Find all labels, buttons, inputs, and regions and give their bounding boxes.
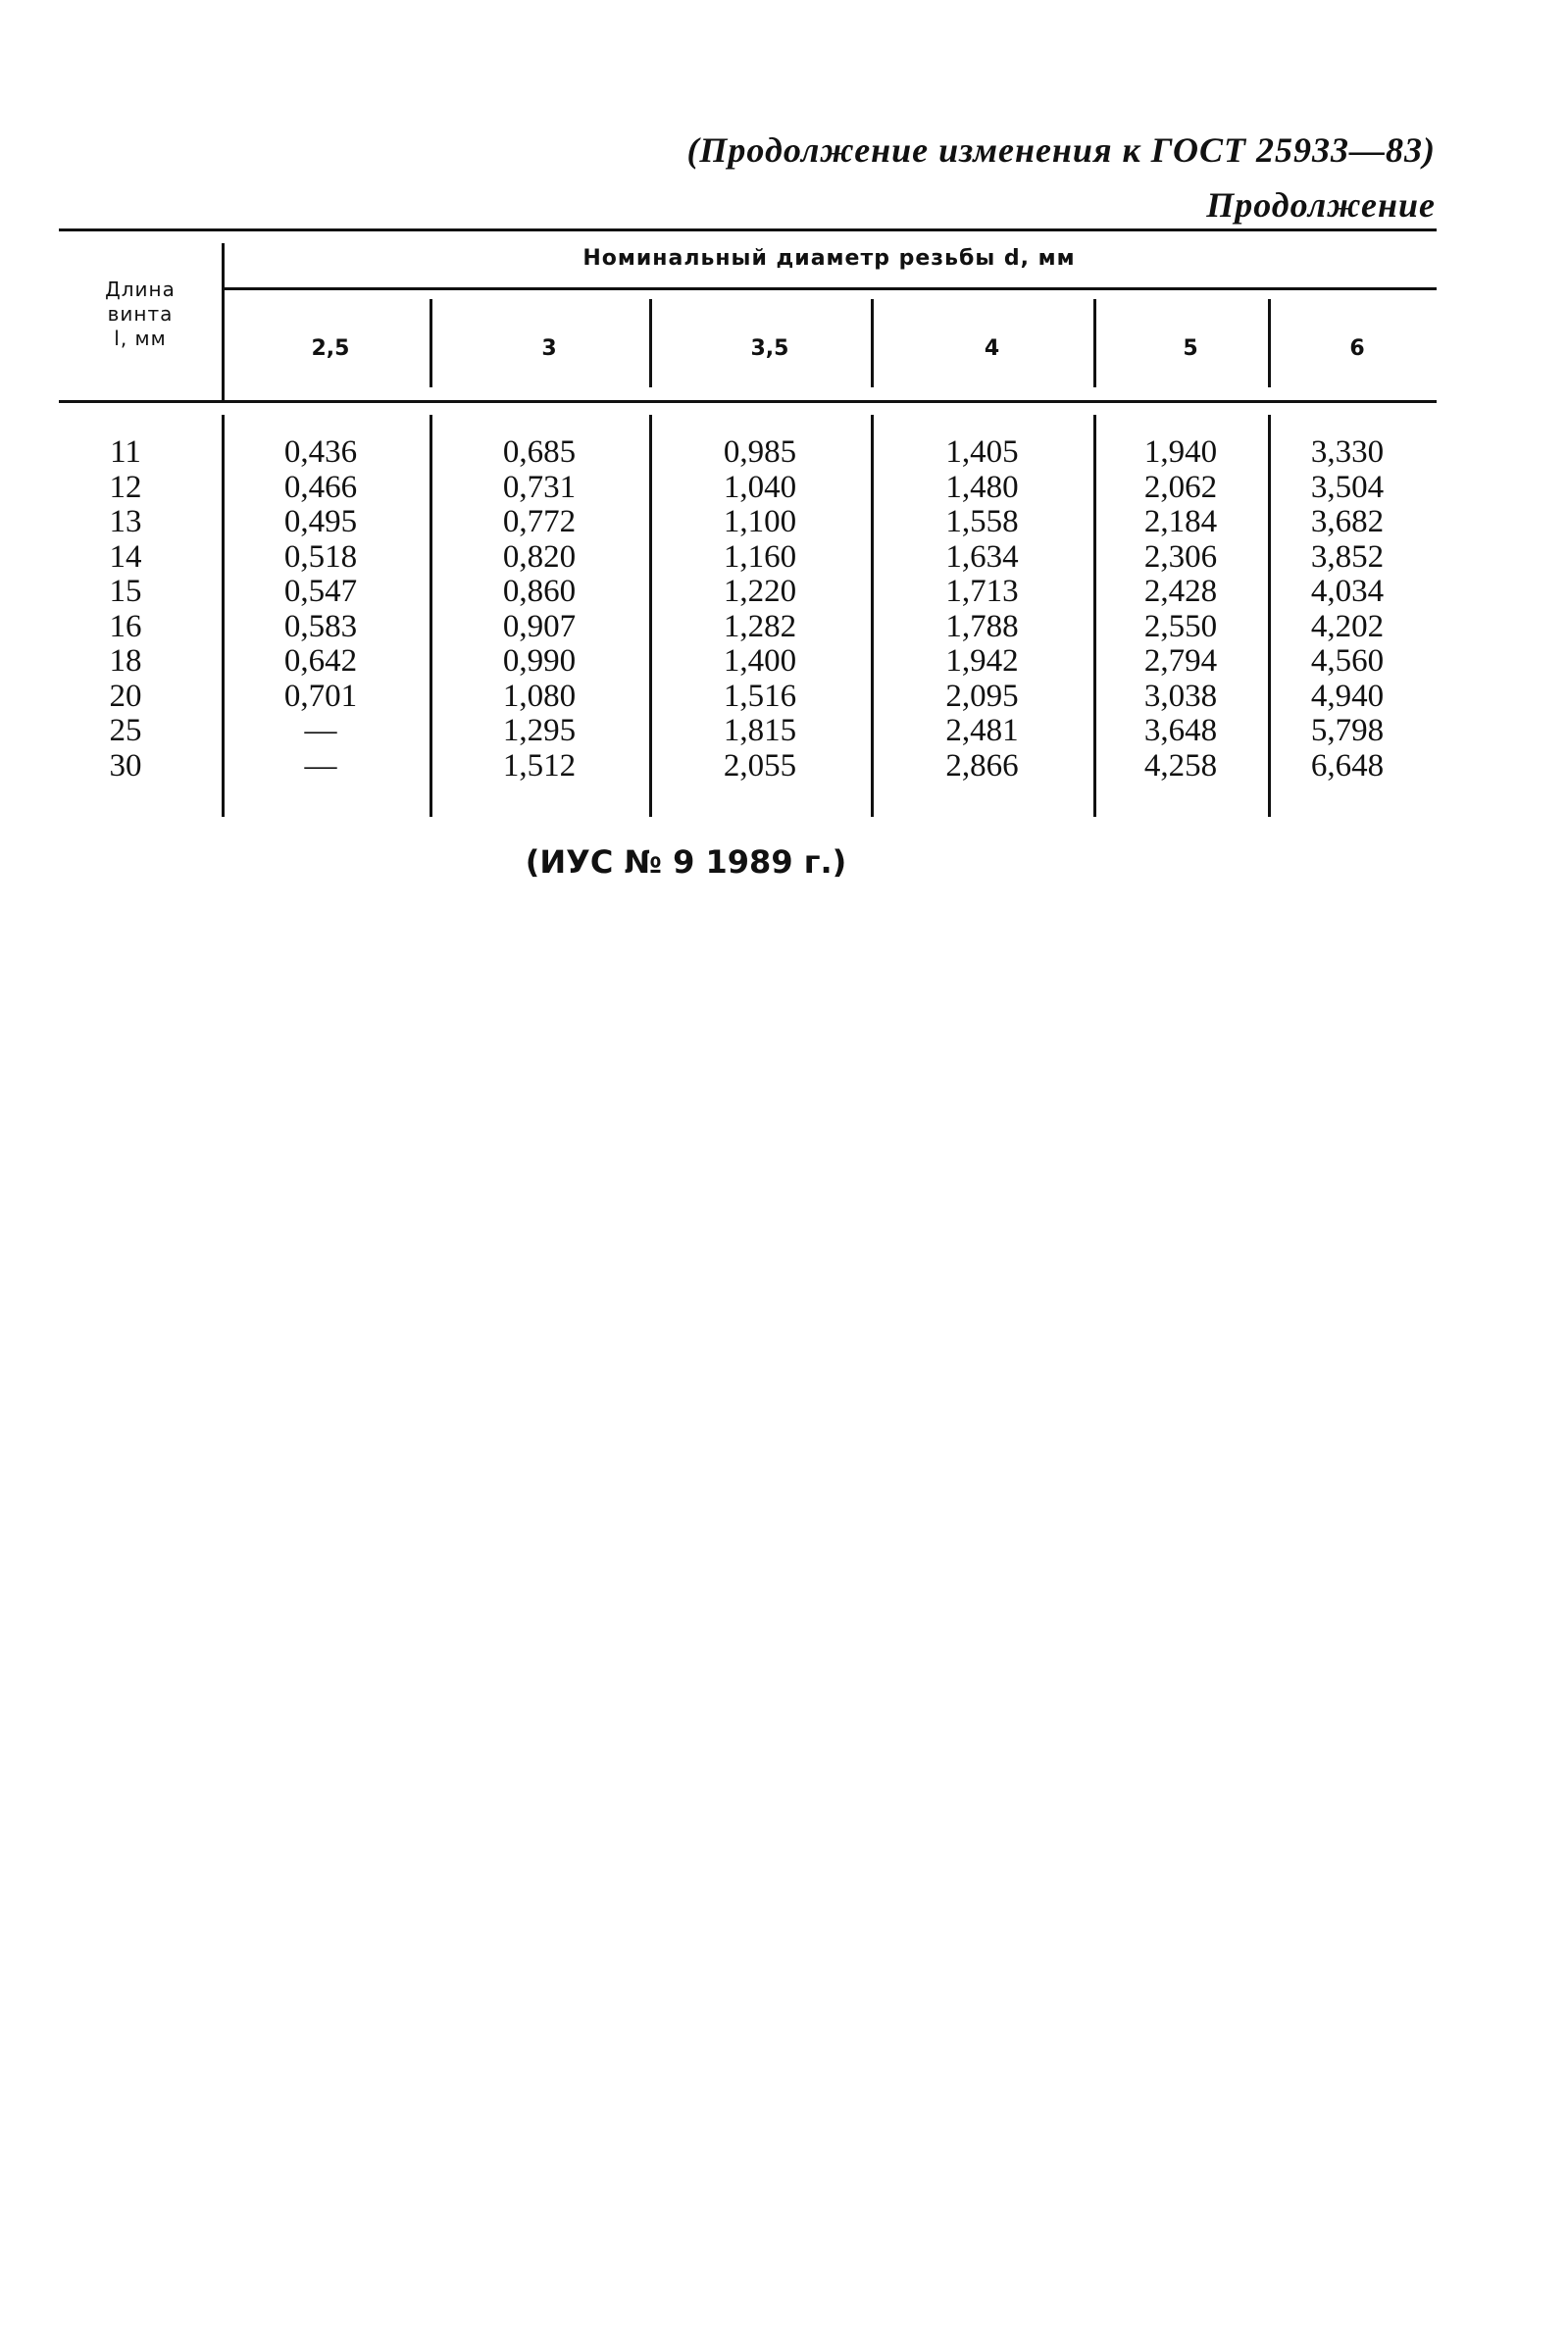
table-cell: 1,788 — [945, 608, 1019, 644]
row-length: 13 — [109, 504, 142, 539]
column-rule — [1268, 299, 1271, 387]
row-length: 12 — [109, 469, 142, 505]
row-length: 11 — [110, 434, 141, 470]
table-cell: 2,306 — [1143, 538, 1218, 575]
table-cell: 1,480 — [945, 469, 1019, 505]
table-top-rule — [59, 228, 1437, 231]
table-cell: 1,516 — [723, 678, 797, 714]
table-cell: 4,940 — [1310, 678, 1385, 714]
column-header: 4 — [984, 336, 1000, 361]
table-cell: 1,282 — [723, 608, 797, 644]
table-cell: 0,685 — [502, 434, 577, 470]
table-cell: 3,648 — [1143, 713, 1218, 748]
table-cell: 4,202 — [1310, 608, 1385, 644]
row-length: 16 — [109, 608, 142, 644]
table-cell: 3,682 — [1310, 504, 1385, 539]
column-header: 2,5 — [311, 336, 350, 361]
thread-diameter-table — [59, 228, 1437, 836]
table-cell: 2,055 — [723, 747, 797, 784]
table-cell: 2,062 — [1143, 469, 1218, 505]
table-cell: 1,512 — [502, 747, 577, 784]
table-cell: 1,400 — [723, 643, 797, 679]
table-cell: 3,038 — [1143, 678, 1218, 714]
column-header: 5 — [1183, 336, 1198, 361]
column-rule — [871, 299, 874, 387]
row-length: 15 — [109, 574, 142, 609]
stub-header-line: винта — [107, 302, 174, 326]
table-cell: 2,481 — [945, 713, 1019, 748]
table-cell: 0,436 — [283, 434, 358, 470]
table-cell: 4,560 — [1310, 643, 1385, 679]
row-length: 14 — [109, 538, 142, 575]
spanning-header: Номинальный диаметр резьбы d, мм — [582, 246, 1076, 271]
table-cell: 0,907 — [502, 608, 577, 644]
column-header: 3 — [541, 336, 557, 361]
table-cell: 2,428 — [1143, 574, 1218, 609]
table-cell: 3,330 — [1310, 434, 1385, 470]
table-cell: 1,040 — [723, 469, 797, 505]
table-cell: 3,504 — [1310, 469, 1385, 505]
stub-header-line: l, мм — [114, 327, 167, 350]
table-cell: 0,990 — [502, 643, 577, 679]
table-cell: 1,100 — [723, 504, 797, 539]
row-length: 30 — [109, 747, 142, 784]
table-cell: 2,095 — [945, 678, 1019, 714]
table-cell: 0,518 — [283, 538, 358, 575]
continuation-label: Продолжение — [1206, 185, 1436, 225]
table-cell: 1,295 — [502, 713, 577, 748]
table-cell: 2,184 — [1143, 504, 1218, 539]
table-cell: 4,034 — [1310, 574, 1385, 609]
table-cell: 1,815 — [723, 713, 797, 748]
table-cell: 1,160 — [723, 538, 797, 575]
table-cell: 2,794 — [1143, 643, 1218, 679]
table-cell: 1,942 — [945, 643, 1019, 679]
table-cell: 0,860 — [502, 574, 577, 609]
header-bottom-rule — [59, 400, 1437, 403]
table-cell: 1,080 — [502, 678, 577, 714]
table-cell: 1,634 — [945, 538, 1019, 575]
table-cell: 5,798 — [1310, 713, 1385, 748]
stub-header-line: Длина — [105, 278, 176, 301]
table-cell: 0,466 — [283, 469, 358, 505]
table-cell: 0,985 — [723, 434, 797, 470]
table-cell: — — [304, 747, 337, 784]
stub-header — [59, 278, 222, 351]
column-rule — [649, 299, 652, 387]
table-cell: 1,405 — [945, 434, 1019, 470]
table-cell: — — [304, 713, 337, 748]
table-cell: 2,866 — [945, 747, 1019, 784]
table-cell: 4,258 — [1143, 747, 1218, 784]
table-cell: 1,940 — [1143, 434, 1218, 470]
table-cell: 3,852 — [1310, 538, 1385, 575]
column-header: 3,5 — [750, 336, 789, 361]
row-length: 25 — [109, 713, 142, 748]
table-cell: 0,495 — [283, 504, 358, 539]
table-cell: 0,583 — [283, 608, 358, 644]
row-length: 20 — [109, 678, 142, 714]
row-length: 18 — [109, 643, 142, 679]
table-cell: 0,820 — [502, 538, 577, 575]
table-cell: 0,642 — [283, 643, 358, 679]
table-cell: 6,648 — [1310, 747, 1385, 784]
table-cell: 1,558 — [945, 504, 1019, 539]
table-cell: 0,731 — [502, 469, 577, 505]
table-cell: 1,220 — [723, 574, 797, 609]
document-reference: (Продолжение изменения к ГОСТ 25933—83) — [686, 130, 1436, 170]
table-cell: 0,772 — [502, 504, 577, 539]
table-cell: 1,713 — [945, 574, 1019, 609]
column-rule — [1093, 299, 1096, 387]
table-cell: 2,550 — [1143, 608, 1218, 644]
column-rule — [430, 299, 432, 387]
column-rule — [222, 243, 225, 400]
table-cell: 0,547 — [283, 574, 358, 609]
table-cell: 0,701 — [283, 678, 358, 714]
column-header: 6 — [1349, 336, 1365, 361]
header-sub-rule — [222, 287, 1437, 290]
footer-note: (ИУС № 9 1989 г.) — [525, 843, 847, 881]
